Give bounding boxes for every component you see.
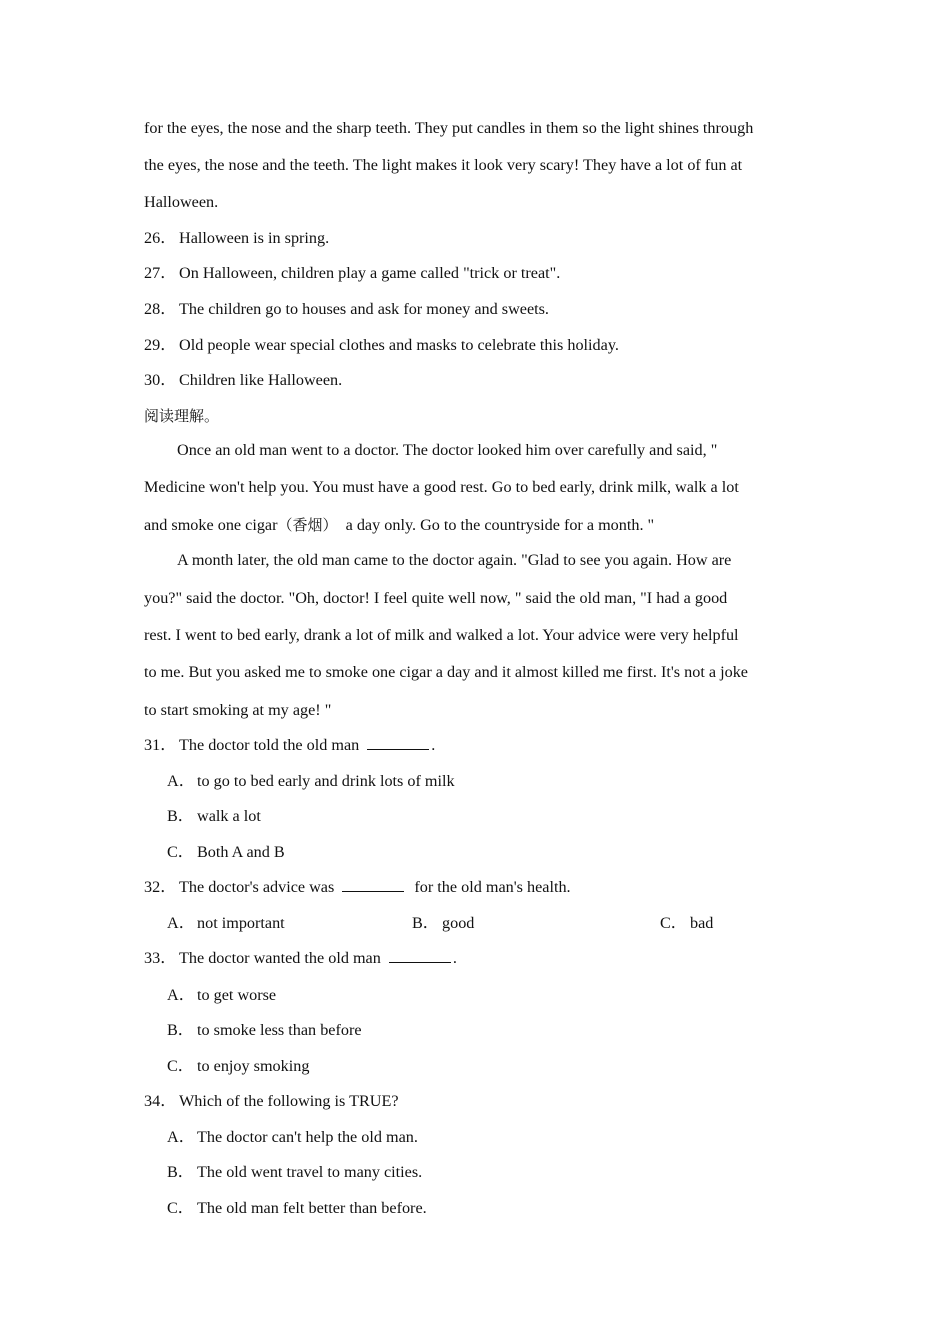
answer-blank	[342, 877, 404, 892]
statement-text: On Halloween, children play a game called "trick or treat".	[179, 264, 561, 282]
statement-text: Halloween is in spring.	[179, 229, 330, 247]
question-stem: The doctor told the old man	[179, 736, 360, 754]
option-label: C．	[660, 914, 687, 932]
option-text: walk a lot	[197, 807, 261, 825]
option-31-b	[167, 806, 261, 826]
passage2-line: you?" said the doctor. "Oh, doctor! I feel quite well now, " said the old man, "I had a good	[144, 589, 728, 607]
chinese-gloss: （香烟）	[277, 516, 338, 534]
option-text: to get worse	[197, 986, 277, 1004]
option-text: to smoke less than before	[197, 1021, 362, 1039]
option-label: A．	[167, 772, 195, 790]
section-title: 阅读理解。	[144, 407, 220, 425]
answer-blank	[389, 948, 451, 963]
option-label: B．	[412, 914, 439, 932]
passage1-line: the eyes, the nose and the teeth. The light makes it look very scary! They have a lot of fun at	[144, 156, 743, 174]
question-34	[144, 1091, 399, 1111]
statement-text: Children like Halloween.	[179, 371, 343, 389]
question-end: for the old man's health.	[414, 878, 571, 896]
option-31-c	[167, 842, 285, 862]
question-number: 29．	[144, 336, 177, 354]
answer-blank	[367, 735, 429, 750]
judgment-26	[144, 228, 329, 248]
option-32-a	[167, 913, 285, 933]
passage2-line: Once an old man went to a doctor. The doctor looked him over carefully and said, "	[177, 441, 718, 459]
option-34-a	[167, 1127, 418, 1147]
question-stem: The doctor wanted the old man	[179, 949, 381, 967]
option-label: B．	[167, 1163, 194, 1181]
question-number: 31．	[144, 736, 177, 754]
option-text: Both A and B	[197, 843, 285, 861]
passage2-line: to me. But you asked me to smoke one cigar a day and it almost killed me first. It's not a joke	[144, 663, 748, 681]
option-33-a	[167, 985, 276, 1005]
passage1-line: Halloween.	[144, 193, 219, 211]
passage2-text: a day only. Go to the countryside for a month. "	[345, 516, 655, 534]
option-33-c	[167, 1056, 309, 1076]
option-33-b	[167, 1020, 362, 1040]
option-text: bad	[690, 914, 714, 932]
passage1-line: for the eyes, the nose and the sharp teeth. They put candles in them so the light shines through	[144, 119, 754, 137]
option-label: C．	[167, 1199, 194, 1217]
passage2-text: and smoke one cigar	[144, 516, 278, 534]
judgment-27	[144, 263, 560, 283]
question-number: 27．	[144, 264, 177, 282]
question-stem: Which of the following is TRUE?	[179, 1092, 399, 1110]
question-end: .	[452, 949, 457, 967]
question-number: 30．	[144, 371, 177, 389]
question-32	[144, 877, 571, 897]
question-number: 32．	[144, 878, 177, 896]
option-text: to go to bed early and drink lots of milk	[197, 772, 455, 790]
statement-text: Old people wear special clothes and masks to celebrate this holiday.	[179, 336, 619, 354]
option-text: good	[442, 914, 475, 932]
option-text: to enjoy smoking	[197, 1057, 310, 1075]
option-text: not important	[197, 914, 285, 932]
option-label: A．	[167, 914, 195, 932]
option-text: The doctor can't help the old man.	[197, 1128, 418, 1146]
judgment-28	[144, 299, 549, 319]
judgment-30	[144, 370, 342, 390]
question-number: 28．	[144, 300, 177, 318]
question-31	[144, 735, 435, 755]
option-34-b	[167, 1162, 422, 1182]
judgment-29	[144, 335, 619, 355]
question-stem: The doctor's advice was	[179, 878, 335, 896]
option-32-b	[412, 913, 474, 933]
option-label: A．	[167, 1128, 195, 1146]
question-number: 34．	[144, 1092, 177, 1110]
option-label: A．	[167, 986, 195, 1004]
passage2-line	[144, 515, 654, 535]
option-label: C．	[167, 1057, 194, 1075]
question-end: .	[431, 736, 436, 754]
option-34-c	[167, 1198, 427, 1218]
option-label: C．	[167, 843, 194, 861]
option-text: The old went travel to many cities.	[197, 1163, 423, 1181]
question-33	[144, 948, 457, 968]
passage2-line: to start smoking at my age! "	[144, 701, 332, 719]
option-32-c	[660, 913, 713, 933]
passage2-line: A month later, the old man came to the doctor again. "Glad to see you again. How are	[177, 551, 732, 569]
passage2-line: Medicine won't help you. You must have a good rest. Go to bed early, drink milk, walk a lot	[144, 478, 739, 496]
question-number: 33．	[144, 949, 177, 967]
statement-text: The children go to houses and ask for money and sweets.	[179, 300, 549, 318]
option-text: The old man felt better than before.	[197, 1199, 427, 1217]
option-label: B．	[167, 1021, 194, 1039]
option-label: B．	[167, 807, 194, 825]
passage2-line: rest. I went to bed early, drank a lot of milk and walked a lot. Your advice were very helpful	[144, 626, 739, 644]
option-31-a	[167, 771, 455, 791]
question-number: 26．	[144, 229, 177, 247]
